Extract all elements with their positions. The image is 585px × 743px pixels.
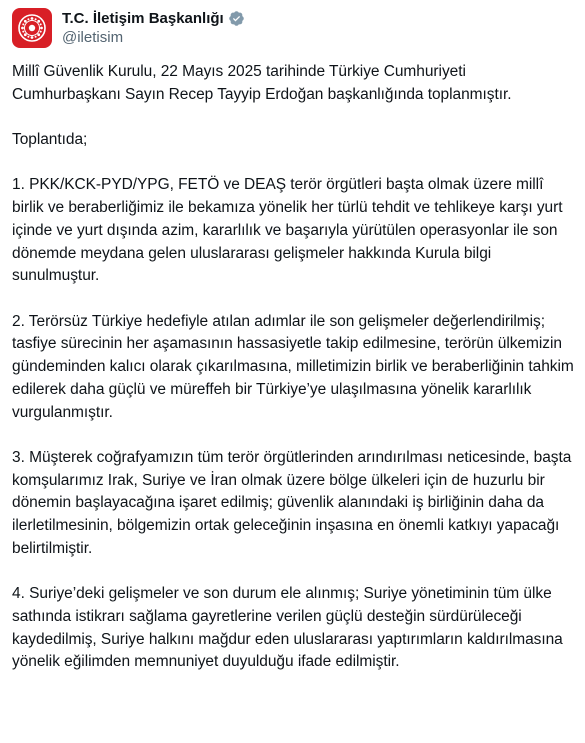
tweet-paragraph-item-4: 4. Suriye’deki gelişmeler ve son durum ele alınmış; Suriye yönetiminin tüm ülke sathında istikrarı sağlama gayretlerine verilen güçlü desteğin sürdürüleceği kaydedilmiş, Suriye halkını mağdur eden uluslararası yaptırımların kaldırılmasına yönelik eğilimden memnuniyet duyulduğu ifade edilmiştir. — [12, 585, 563, 671]
tweet-paragraph-item-2: 2. Terörsüz Türkiye hedefiyle atılan adımlar ile son gelişmeler değerlendirilmiş; tasfiye sürecinin her aşamasının hassasiyetle takip edilmesine, terörün ülkemizin gündeminden kalıcı olarak çıkarılmasına, milletimizin birlik ve beraberliğinin tahkim edilerek daha güçlü ve müreffeh bir Türkiye’ye ulaşılmasına yönelik kararlılık vurgulanmıştır. — [12, 312, 574, 421]
tweet-header — [12, 8, 245, 48]
tweet-paragraph-item-3: 3. Müşterek coğrafyamızın tüm terör örgütlerinden arındırılması neticesinde, başta komşularımız Irak, Suriye ve İran olmak üzere bölge ülkeleri için de huzurlu bir dönemin başlayacağına işaret edilmiş; güvenlik alanındaki iş birliğinin daha da ilerletilmesinin, bölgemizin ortak geleceğinin inşasına en önemli katkıyı yapacağı belirtilmiştir. — [12, 448, 572, 557]
account-handle[interactable]: @iletisim — [62, 29, 124, 46]
avatar[interactable] — [12, 8, 52, 48]
tweet-paragraph-item-1: 1. PKK/KCK-PYD/YPG, FETÖ ve DEAŞ terör örgütleri başta olmak üzere millî birlik ve beraberliğimiz ile bekamıza yönelik her türlü tehdit ve tehlikeye karşı yurt içinde ve yurt dışında azim, kararlılık ve başarıyla yürütülen operasyonlar ile son dönemde meydana gelen uluslararası gelişmeler hakkında Kurula bilgi sunulmuştur. — [12, 176, 563, 285]
tweet-text — [12, 61, 577, 674]
state-seal-icon — [17, 13, 47, 43]
name-row — [62, 9, 245, 28]
display-name[interactable]: T.C. İletişim Başkanlığı — [62, 10, 224, 27]
verified-badge-icon[interactable] — [228, 10, 245, 27]
account-names — [62, 9, 245, 47]
tweet-paragraph-intro: Millî Güvenlik Kurulu, 22 Mayıs 2025 tarihinde Türkiye Cumhuriyeti Cumhurbaşkanı Sayın Recep Tayyip Erdoğan başkanlığında toplanmıştır. — [12, 63, 512, 103]
tweet-paragraph-meeting: Toplantıda; — [12, 131, 88, 149]
